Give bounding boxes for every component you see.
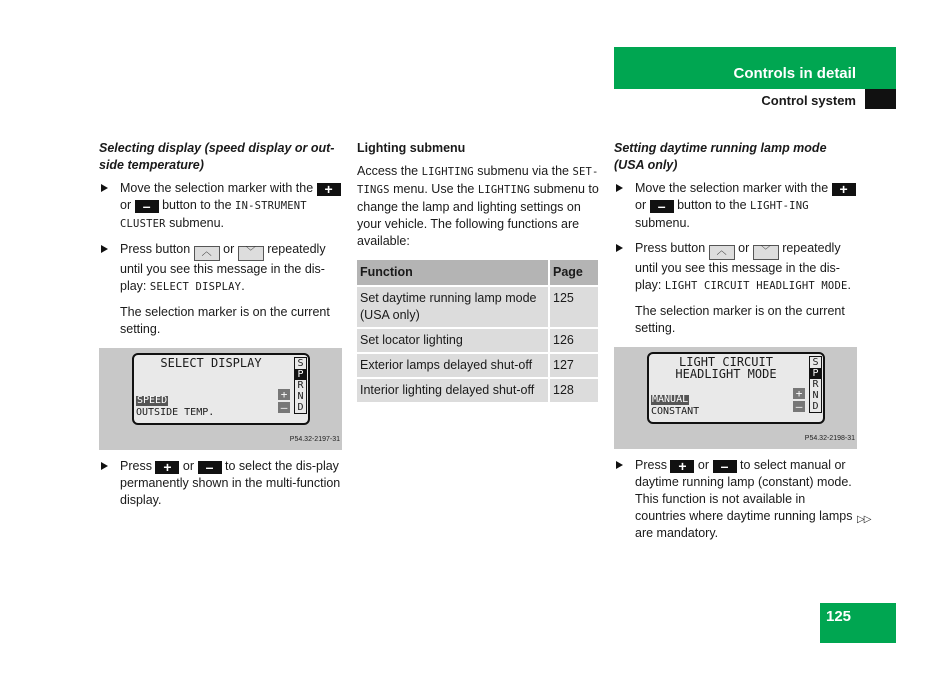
minus-icon: –	[278, 402, 290, 413]
gear-d: D	[812, 401, 819, 412]
gear-s: S	[297, 358, 304, 369]
multifunction-display	[132, 353, 310, 425]
page-number-box	[820, 603, 896, 643]
display-option: CONSTANT	[651, 406, 700, 417]
instruction-step	[99, 458, 342, 509]
step-text: to select the dis-play permanently shown in the multi-function display.	[120, 459, 341, 507]
step-text: .	[241, 279, 245, 293]
section-heading: Selecting display (speed display or out-side temperature)	[99, 141, 335, 172]
section-title: Control system	[761, 93, 856, 108]
up-key-icon: ︿	[194, 246, 220, 261]
minus-key-icon: –	[135, 200, 159, 213]
minus-icon: –	[793, 401, 805, 412]
table-header-row	[357, 260, 598, 286]
para-text: submenu to change the lamp and lighting settings on your vehicle. The following functions are available:	[357, 182, 599, 248]
table-row	[357, 286, 598, 328]
plus-icon: +	[793, 388, 805, 399]
para-text: menu. Use the	[389, 182, 478, 196]
chapter-header	[614, 47, 896, 89]
column-lighting-submenu	[357, 140, 600, 402]
table-row	[357, 353, 598, 378]
plus-key-icon: +	[155, 461, 179, 474]
display-message: LIGHT CIRCUIT HEADLIGHT MODE	[664, 280, 848, 292]
column-header: Page	[549, 260, 598, 286]
gear-n: N	[297, 391, 304, 402]
table-cell: Interior lighting delayed shut-off	[357, 378, 549, 402]
instruction-step	[614, 457, 857, 542]
note-text: The selection marker is on the current setting.	[120, 305, 330, 336]
table-row	[357, 378, 598, 402]
step-text: Move the selection marker with the	[635, 181, 832, 195]
step-text: to select manual or daytime running lamp (constant) mode. This function is not available in countries where daytime running lamps are mandatory.	[635, 458, 853, 540]
instruction-step	[614, 240, 857, 295]
step-text: Press	[635, 458, 671, 472]
continued-arrow-icon: ▷▷	[857, 514, 871, 525]
gear-r: R	[812, 379, 819, 390]
gear-indicator	[809, 356, 822, 413]
table-cell: Set locator lighting	[357, 328, 549, 353]
minus-key-icon: –	[650, 200, 674, 213]
step-text: or	[179, 459, 198, 473]
plus-key-icon: +	[832, 183, 856, 196]
display-illustration	[99, 348, 342, 450]
minus-key-icon: –	[198, 461, 222, 474]
step-text: button to the	[673, 198, 751, 212]
para-text: Access the	[357, 164, 422, 178]
plus-icon: +	[278, 389, 290, 400]
column-header: Function	[357, 260, 549, 286]
gear-p: P	[810, 368, 821, 379]
display-message: SET-TINGS	[357, 166, 599, 196]
step-text: or	[120, 198, 135, 212]
function-table	[357, 260, 598, 402]
plus-key-icon: +	[670, 460, 694, 473]
step-text: submenu.	[165, 216, 225, 230]
down-key-icon: ﹀	[238, 246, 264, 261]
table-cell: 127	[549, 353, 598, 378]
instruction-step	[99, 180, 342, 233]
step-text: or	[734, 241, 753, 255]
step-text: Press button	[635, 241, 709, 255]
table-row	[357, 328, 598, 353]
chapter-title: Controls in detail	[733, 65, 856, 82]
display-title: LIGHT CIRCUIT HEADLIGHT MODE	[675, 355, 777, 381]
display-message: IN-STRUMENT CLUSTER	[120, 200, 307, 230]
column-daytime-lamp-mode	[614, 140, 857, 550]
figure-code: P54.32-2197-31	[289, 436, 340, 443]
instruction-step	[614, 180, 857, 232]
section-heading: Setting daytime running lamp mode (USA only)	[614, 141, 827, 172]
table-cell: 126	[549, 328, 598, 353]
gear-s: S	[812, 357, 819, 368]
display-illustration	[614, 347, 857, 449]
column-speed-display	[99, 140, 342, 517]
intro-paragraph	[357, 163, 600, 250]
step-text: submenu.	[635, 216, 690, 230]
step-text: or	[219, 242, 238, 256]
step-text: Press button	[120, 242, 194, 256]
gear-d: D	[297, 402, 304, 413]
figure-code: P54.32-2198-31	[804, 435, 855, 442]
display-title: SELECT DISPLAY	[160, 356, 262, 370]
display-message: LIGHTING	[421, 166, 474, 178]
display-option: OUTSIDE TEMP.	[136, 407, 215, 418]
plus-minus-indicator	[278, 389, 290, 415]
gear-n: N	[812, 390, 819, 401]
step-text: or	[694, 458, 713, 472]
step-text: repeatedly until you see this message in the dis-play:	[635, 241, 841, 292]
step-text: Move the selection marker with the	[120, 181, 317, 195]
multifunction-display	[647, 352, 825, 424]
plus-minus-indicator	[793, 388, 805, 414]
gear-indicator	[294, 357, 307, 414]
section-marker	[865, 89, 896, 109]
step-text: button to the	[158, 198, 236, 212]
display-message: LIGHTING	[477, 184, 531, 196]
step-text: repeatedly until you see this message in the dis-play:	[120, 242, 326, 293]
display-message: LIGHT-ING	[750, 200, 809, 212]
instruction-step	[99, 241, 342, 296]
step-text: or	[635, 198, 650, 212]
up-key-icon: ︿	[709, 245, 735, 260]
display-option-selected: SPEED	[137, 395, 168, 406]
para-text: submenu via the	[473, 164, 573, 178]
display-message: SELECT DISPLAY	[149, 281, 242, 293]
table-cell: Exterior lamps delayed shut-off	[357, 353, 549, 378]
down-key-icon: ﹀	[753, 245, 779, 260]
table-cell: 125	[549, 286, 598, 328]
step-text: .	[847, 278, 851, 292]
section-header	[614, 89, 896, 109]
gear-p: P	[295, 369, 306, 380]
step-text: Press	[120, 459, 156, 473]
section-heading: Lighting submenu	[357, 141, 466, 155]
minus-key-icon: –	[713, 460, 737, 473]
note-text: The selection marker is on the current setting.	[635, 304, 845, 335]
table-cell: Set daytime running lamp mode (USA only)	[357, 286, 549, 328]
display-option-selected: MANUAL	[652, 394, 689, 405]
page-number: 125	[826, 608, 852, 625]
plus-key-icon: +	[317, 183, 341, 196]
table-cell: 128	[549, 378, 598, 402]
gear-r: R	[297, 380, 304, 391]
